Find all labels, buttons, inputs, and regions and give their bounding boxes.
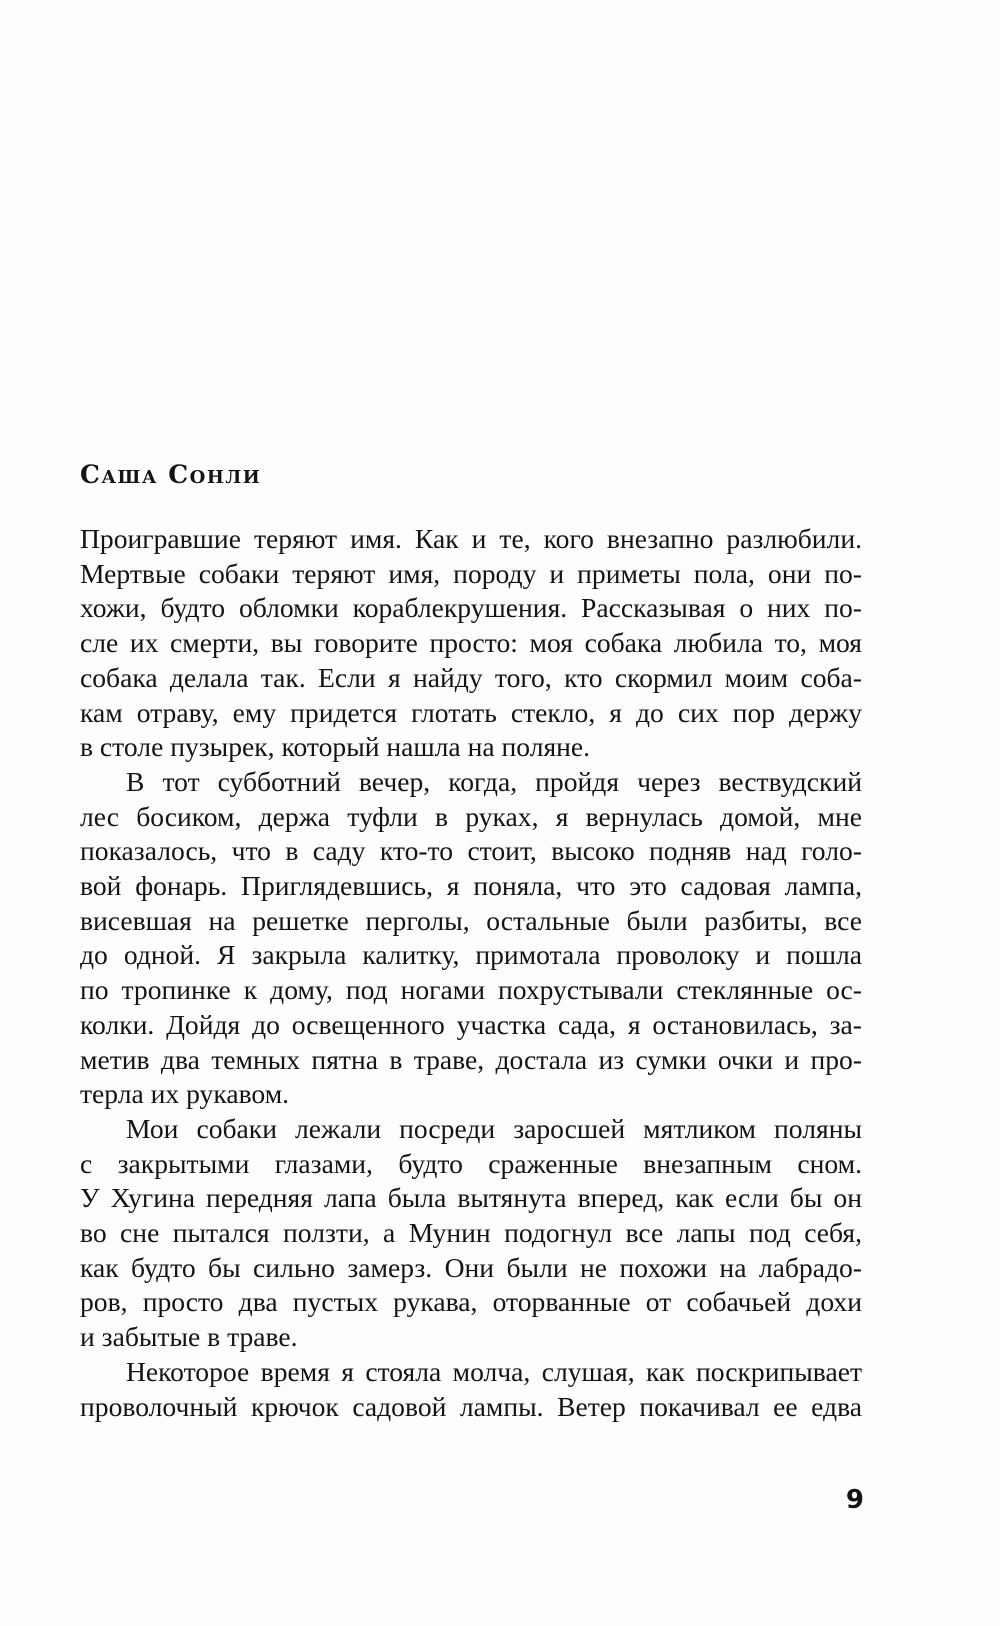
text-line: проволочный крючок садовой лампы. Ветер покачивал ее едва bbox=[80, 1390, 862, 1422]
text-line: ров, просто два пустых рукава, оторванные от собачьей дохи bbox=[80, 1286, 862, 1318]
text-line: собака делала так. Если я найду того, кто скормил моим соба- bbox=[80, 661, 862, 693]
text-line: Мертвые собаки теряют имя, породу и приметы пола, они по- bbox=[80, 557, 862, 589]
text-line: колки. Дойдя до освещенного участка сада, я остановилась, за- bbox=[80, 1008, 862, 1040]
paragraph bbox=[80, 1112, 862, 1355]
text-line: как будто бы сильно замерз. Они были не похожи на лабрадо- bbox=[80, 1251, 862, 1283]
paragraph bbox=[80, 522, 862, 765]
text-line: Проигравшие теряют имя. Как и те, кого внезапно разлюбили. bbox=[80, 523, 862, 554]
text-line: висевшая на решетке перголы, остальные были разбиты, все bbox=[80, 904, 862, 936]
text-line: терла их рукавом. bbox=[80, 1078, 290, 1110]
text-line: лес босиком, держа туфли в руках, я вернулась домой, мне bbox=[80, 800, 862, 832]
body-text bbox=[80, 522, 862, 1424]
text-line: кам отраву, ему придется глотать стекло, я до сих пор держу bbox=[80, 696, 862, 728]
text-line: У Хугина передняя лапа была вытянута вперед, как если бы он bbox=[80, 1182, 862, 1214]
text-line: хожи, будто обломки кораблекрушения. Рассказывая о них по- bbox=[80, 592, 862, 624]
text-line: вой фонарь. Приглядевшись, я поняла, что это садовая лампа, bbox=[80, 870, 862, 902]
chapter-heading: Саша Сонли bbox=[80, 460, 262, 489]
page-number: 9 bbox=[845, 1485, 864, 1515]
text-line: по тропинке к дому, под ногами похрустывали стеклянные ос- bbox=[80, 974, 862, 1006]
text-line: в столе пузырек, который нашла на поляне. bbox=[80, 731, 591, 763]
text-line: и забытые в траве. bbox=[80, 1321, 298, 1353]
text-line: сле их смерти, вы говорите просто: моя собака любила то, моя bbox=[80, 627, 862, 659]
text-line: показалось, что в саду кто-то стоит, высоко подняв над голо- bbox=[80, 835, 862, 867]
text-line: Мои собаки лежали посреди заросшей мятликом поляны bbox=[126, 1112, 862, 1144]
text-line: В тот субботний вечер, когда, пройдя через вествудский bbox=[126, 765, 862, 797]
paragraph bbox=[80, 765, 862, 1112]
text-line: с закрытыми глазами, будто сраженные внезапным сном. bbox=[80, 1147, 862, 1179]
text-line: метив два темных пятна в траве, достала из сумки очки и про- bbox=[80, 1043, 862, 1075]
text-line: во сне пытался ползти, а Мунин подогнул все лапы под себя, bbox=[80, 1217, 862, 1249]
text-line: Некоторое время я стояла молча, слушая, как поскрипывает bbox=[126, 1355, 862, 1387]
paragraph bbox=[80, 1355, 862, 1424]
text-line: до одной. Я закрыла калитку, примотала проволоку и пошла bbox=[80, 939, 862, 971]
